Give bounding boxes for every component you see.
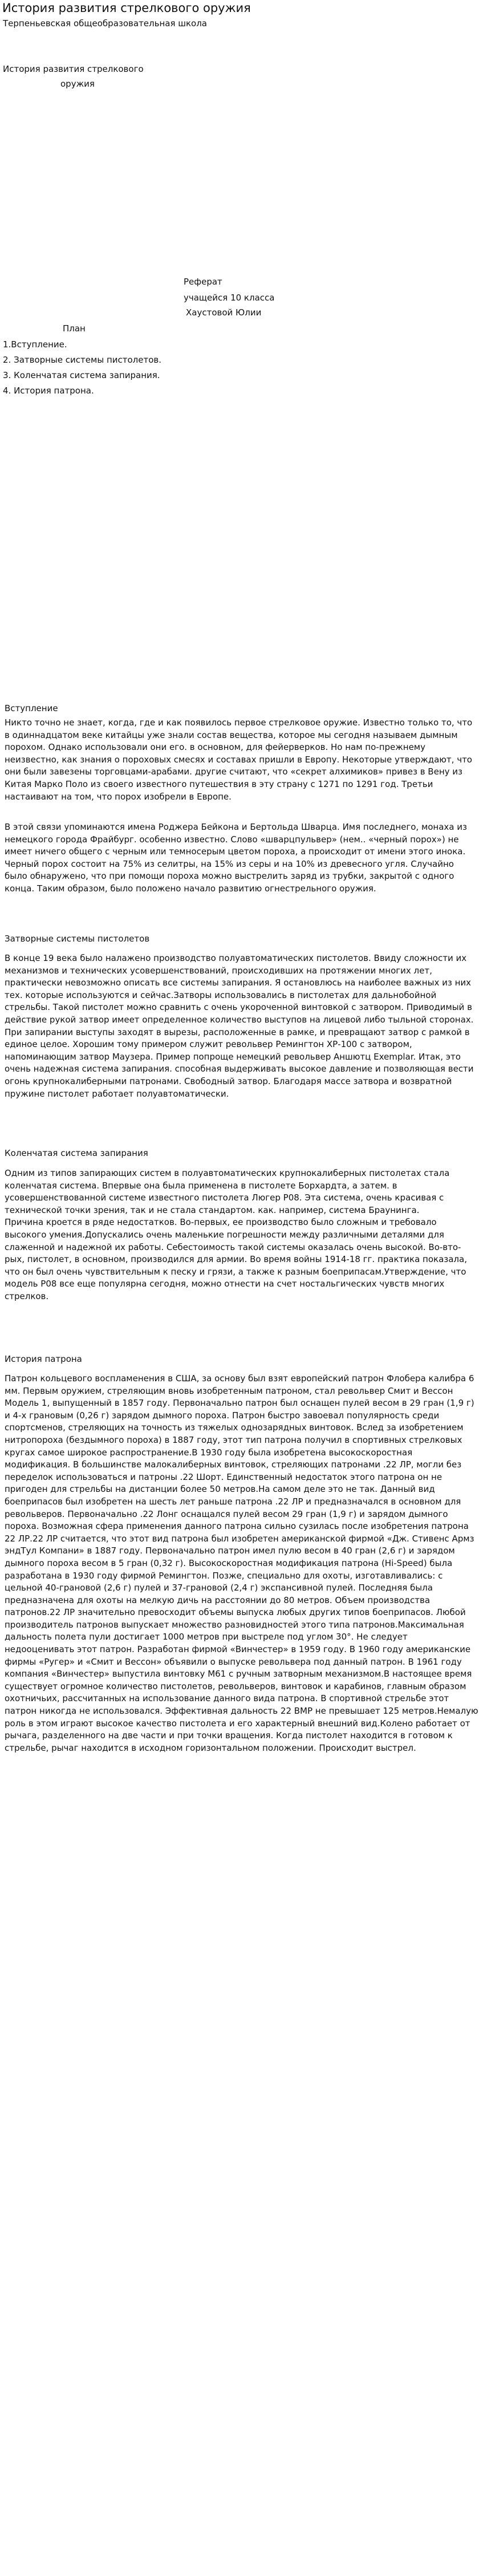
school-name: Терпеньевская общеобразовательная школа — [3, 18, 207, 29]
plan-item: 1.Вступление. — [3, 339, 67, 350]
section-heading-intro: Вступление — [5, 703, 58, 713]
plan-item: 3. Коленчатая система запирания. — [3, 370, 160, 380]
student-class: учащейся 10 класса — [184, 293, 275, 303]
subtitle-line-1: История развития стрелкового — [3, 64, 144, 74]
intro-paragraph: В этой связи упоминаются имена Роджера Бейкона и Бертольда Шварца. Имя последнего, монаха из немецкого города Фрайбург. особенно известно. Слово «шварцпульвер» (нем.. «черный порох») не имеет ничего общего с черным или темносерым цветом пороха, а происходит от имени этого инока. Черный порох состоит на 75% из селитры, на 15% из серы и на 10% из древесного угля. Случайно было обнаружено, что при помощи пороха можно выстрелить заряд из трубки, закрытой с одного конца. Таким образом, было положено начало развитию огнестрельного оружия. — [5, 822, 467, 894]
toggle-lock-paragraph: Одним из типов запирающих систем в полуавтоматических крупнокалиберных пистолетах стала коленчатая система. Впервые она была применена в пистолете Борхардта, а затем. в усовершенствованной системе известного пистолета Люгер Р08. Эта система, очень красивая с технической точки зрения, так и не стала стандартом. как. например, система Браунинга. Причина кроется в ряде недостатков. Во-первых, ее производство было сложным и требовало высокого умения.Допускались очень маленькие погрешности между различными деталями для слаженной и надежной их работы. Себестоимость такой системы оказалась очень высокой. Во-вто- рых, пистолет, в основном, производился для армии. Во время войны 1914-18 гг. практика показала, что он был очень чувствительным к песку и грязи, а также к разным боеприпасам.Утверждение, что модель Р08 все еще популярна сегодня, можно отнести на счет ностальгических чувств многих стрелков. — [5, 1168, 467, 1301]
plan-item: 2. Затворные системы пистолетов. — [3, 355, 162, 365]
subtitle-line-2: оружия — [60, 79, 95, 89]
section-heading-toggle-lock: Коленчатая система запирания — [5, 1148, 148, 1158]
bolt-systems-paragraph: В конце 19 века было налажено производство полуавтоматических пистолетов. Ввиду сложности их механизмов и технических усовершенствований, происходивших на протяжении многих лет, практически невозможно описать все системы запирания. Я остановлюсь на наиболее важных из них тех. которые используются и сейчас.Затворы использовались в пистолетах для дальнобойной стрельбы. Такой пистолет можно сравнить с очень укороченной винтовкой с затвором. Приводимый в действие рукой затвор имеет определенное количество выступов на лицевой либо тыльной сторонах. При запирании выступы заходят в вырезы, расположенные в рамке, и превращают затвор с рамкой в единое целое. Хорошим тому примером служит револьвер Ремингтон ХР-100 с затвором, напоминающим затвор Маузера. Пример попроще немецкий револьвер Аншютц Exemplar. Итак, это очень надежная система запирания. способная выдерживать высокое давление и позволяющая вести огонь крупнокалиберными патронами. Свободный затвор. Благодаря массе затвора и возвратной пружине пистолет работает полуавтоматически. — [5, 953, 474, 1099]
report-label: Реферат — [184, 277, 222, 287]
section-heading-cartridge: История патрона — [5, 1354, 82, 1364]
section-heading-bolt-systems: Затворные системы пистолетов — [5, 934, 150, 944]
intro-paragraph: Никто точно не знает, когда, где и как появилось первое стрелковое оружие. Известно только то, что в одиннадцатом веке китайцы уже знали состав вещества, которое мы сегодня называем дымным порохом. Однако использовали они его. в основном, для фейерверков. Но нам по-прежнему неизвестно, как знания о пороховых смесях и составах пришли в Европу. Некоторые утверждают, что они были завезены торговцами-арабами. другие считают, что «секрет алхимиков» привез в Вену из Китая Марко Поло из своего известного путешествия в эту страну с 1271 по 1291 год. Третьи настаивают на том, что порох изобрели в Европе. — [5, 717, 473, 802]
plan-heading: План — [63, 323, 86, 334]
cartridge-paragraph: Патрон кольцевого воспламенения в США, за основу был взят европейский патрон Флобера калибра 6 мм. Первым оружием, стреляющим вновь изобретенным патроном, стал револьвер Смит и Вессон Модель 1, выпущенный в 1857 году. Первоначально патрон был оснащен пулей весом в 29 гран (1,9 г) и 4-х грановым (0,26 г) зарядом дымного пороха. Патрон быстро завоевал популярность среди спортсменов, стреляющих на точность из тяжелых однозарядных винтовок. Вслед за изобретением нитропороха (бездымного пороха) в 1887 году, этот тип патрона получил в спортивных стрелковых кругах самое широкое распространение.В 1930 году была изобретена высокоскоростная модификация. В большинстве малокалиберных винтовок, стреляющих патронами .22 ЛР, могли без переделок использоваться и патроны .22 Шорт. Единственный недостаток этого патрона он не пригоден для стрельбы на дистанции более 50 метров.На самом деле это не так. Данный вид боеприпасов был изобретен на шесть лет раньше патрона .22 ЛР и предназначался в основном для револьверов. Первоначально .22 Лонг оснащался пулей весом 29 гран (1,9 г) и зарядом дымного пороха. Возможная сфера применения данного патрона сильно сузилась после изобретения патрона 22 ЛР.22 ЛР считается, что этот вид патрона был изобретен американской фирмой «Дж. Стивенс Армз эндТул Компани» в 1887 году. Первоначально патрон имел пулю весом в 40 гран (2,6 г) и зарядом дымного пороха весом в 5 гран (0,32 г). Высокоскоростная модификация патрона (Hi-Speed) была разработана в 1930 году фирмой Ремингтон. Позже, специально для охоты, изготавливались: с цельной 40-грановой (2,6 г) пулей и 37-грановой (2,4 г) экспансивной пулей. Последняя была предназначена для охоты на мелкую дичь на расстоянии до 80 метров. Объем производства патронов.22 ЛР значительно превосходит объемы выпуска любых других типов боеприпасов. Любой производитель патронов выпускает множество разновидностей этого типа патронов.Максимальная дальность полета пули достигает 1000 метров при выстреле под углом 30°. Не следует недооценивать этот патрон. Разработан фирмой «Винчестер» в 1959 году. В 1960 году американские фирмы «Ругер» и «Смит и Вессон» объявили о выпуске револьвера под данный патрон. В 1961 году компания «Винчестер» выпустила винтовку М61 с ручным затворным механизмом.В настоящее время существует огромное количество пистолетов, револьверов, винтовок и карабинов, главным образом охотничьих, рассчитанных на использование данного вида патрона. В спортивной стрельбе этот патрон никогда не использовался. Эффективная дальность 22 ВМР не превышает 125 метров.Немалую роль в этом играют высокое качество пистолета и его характерный внешний вид.Колено работает от рычага, разделенного на две части и при точки вращения. Когда пистолет находится в готовом к стрельбе, рычаг находится в исходном горизонтальном положении. Происходит выстрел. — [5, 1373, 478, 1753]
student-name: Хаустовой Юлии — [186, 307, 262, 318]
plan-item: 4. История патрона. — [3, 386, 94, 396]
document-title: История развития стрелкового оружия — [2, 1, 251, 15]
